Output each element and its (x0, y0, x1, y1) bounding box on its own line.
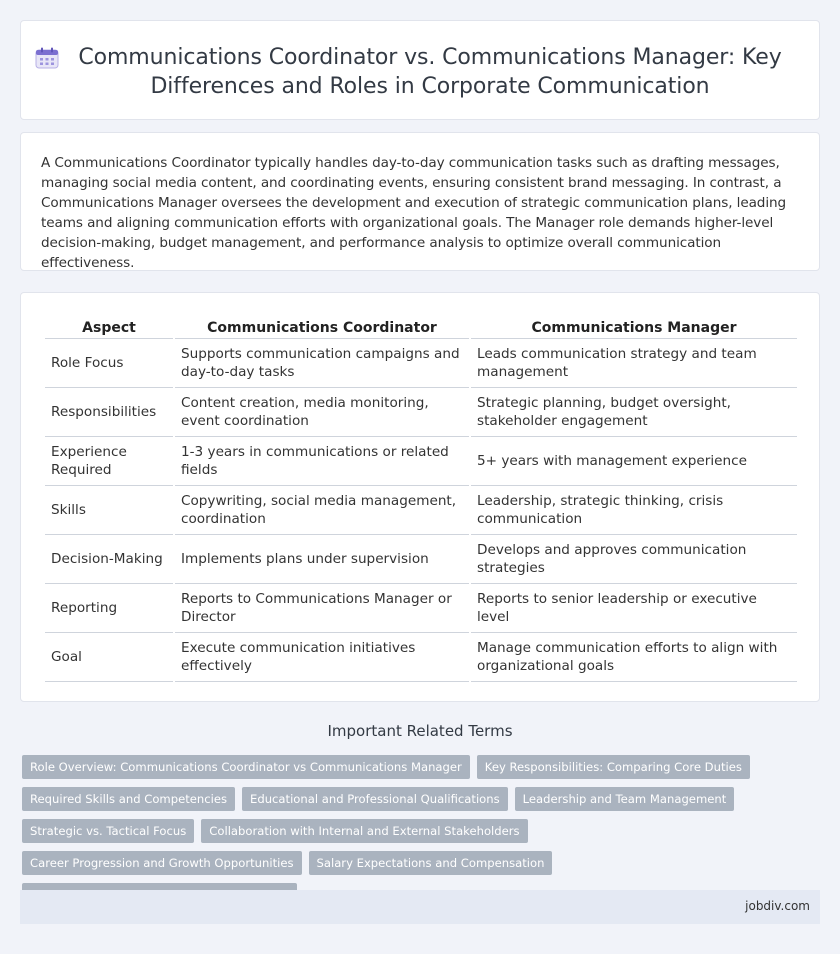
coordinator-cell: Content creation, media monitoring, event coordination (175, 388, 469, 437)
related-term-tag[interactable]: Required Skills and Competencies (22, 787, 235, 811)
aspect-cell: Responsibilities (45, 388, 173, 437)
table-row (45, 339, 797, 388)
table-row (45, 535, 797, 584)
aspect-cell: Experience Required (45, 437, 173, 486)
aspect-cell: Goal (45, 633, 173, 682)
aspect-cell: Role Focus (45, 339, 173, 388)
table-row (45, 584, 797, 633)
column-header-manager: Communications Manager (471, 313, 797, 339)
manager-cell: Leadership, strategic thinking, crisis communication (471, 486, 797, 535)
related-term-tag[interactable]: Role Overview: Communications Coordinator vs Communications Manager (22, 755, 470, 779)
coordinator-cell: Execute communication initiatives effectively (175, 633, 469, 682)
comparison-table (43, 313, 799, 682)
related-term-tag[interactable]: Key Responsibilities: Comparing Core Duties (477, 755, 750, 779)
summary-paragraph: A Communications Coordinator typically handles day-to-day communication tasks such as drafting messages, managing social media content, and coordinating events, ensuring consistent brand messaging. In contrast, a Communications Manager oversees the development and execution of strategic communication plans, leading teams and aligning communication efforts with organizational goals. The Manager role demands higher-level decision-making, budget management, and performance analysis to optimize overall communication effectiveness. (41, 155, 787, 271)
manager-cell: Manage communication efforts to align with organizational goals (471, 633, 797, 682)
table-row (45, 437, 797, 486)
column-header-coordinator: Communications Coordinator (175, 313, 469, 339)
aspect-cell: Reporting (45, 584, 173, 633)
coordinator-cell: Supports communication campaigns and day-to-day tasks (175, 339, 469, 388)
manager-cell: Develops and approves communication strategies (471, 535, 797, 584)
manager-cell: Strategic planning, budget oversight, stakeholder engagement (471, 388, 797, 437)
related-term-tag[interactable]: Educational and Professional Qualifications (242, 787, 508, 811)
page-title: Communications Coordinator vs. Communications Manager: Key Differences and Roles in Corporate Communication (78, 45, 782, 99)
manager-cell: Leads communication strategy and team management (471, 339, 797, 388)
related-terms-list (22, 755, 802, 907)
related-term-tag[interactable]: Leadership and Team Management (515, 787, 735, 811)
coordinator-cell: 1-3 years in communications or related fields (175, 437, 469, 486)
table-row (45, 388, 797, 437)
manager-cell: Reports to senior leadership or executive level (471, 584, 797, 633)
column-header-aspect: Aspect (45, 313, 173, 339)
related-term-tag[interactable]: Strategic vs. Tactical Focus (22, 819, 194, 843)
comparison-table-card (20, 292, 820, 702)
related-term-tag[interactable]: Collaboration with Internal and External Stakeholders (201, 819, 527, 843)
header-card (20, 20, 820, 120)
coordinator-cell: Copywriting, social media management, coordination (175, 486, 469, 535)
table-header-row (45, 313, 797, 339)
footer-site-link[interactable]: jobdiv.com (745, 899, 810, 913)
aspect-cell: Decision-Making (45, 535, 173, 584)
footer (20, 890, 820, 924)
coordinator-cell: Reports to Communications Manager or Director (175, 584, 469, 633)
aspect-cell: Skills (45, 486, 173, 535)
related-terms-heading: Important Related Terms (327, 722, 513, 740)
related-term-tag[interactable]: Salary Expectations and Compensation (309, 851, 553, 875)
manager-cell: 5+ years with management experience (471, 437, 797, 486)
table-row (45, 486, 797, 535)
table-row (45, 633, 797, 682)
summary-card (20, 132, 820, 271)
calendar-icon (35, 47, 59, 69)
related-term-tag[interactable]: Career Progression and Growth Opportunities (22, 851, 302, 875)
coordinator-cell: Implements plans under supervision (175, 535, 469, 584)
